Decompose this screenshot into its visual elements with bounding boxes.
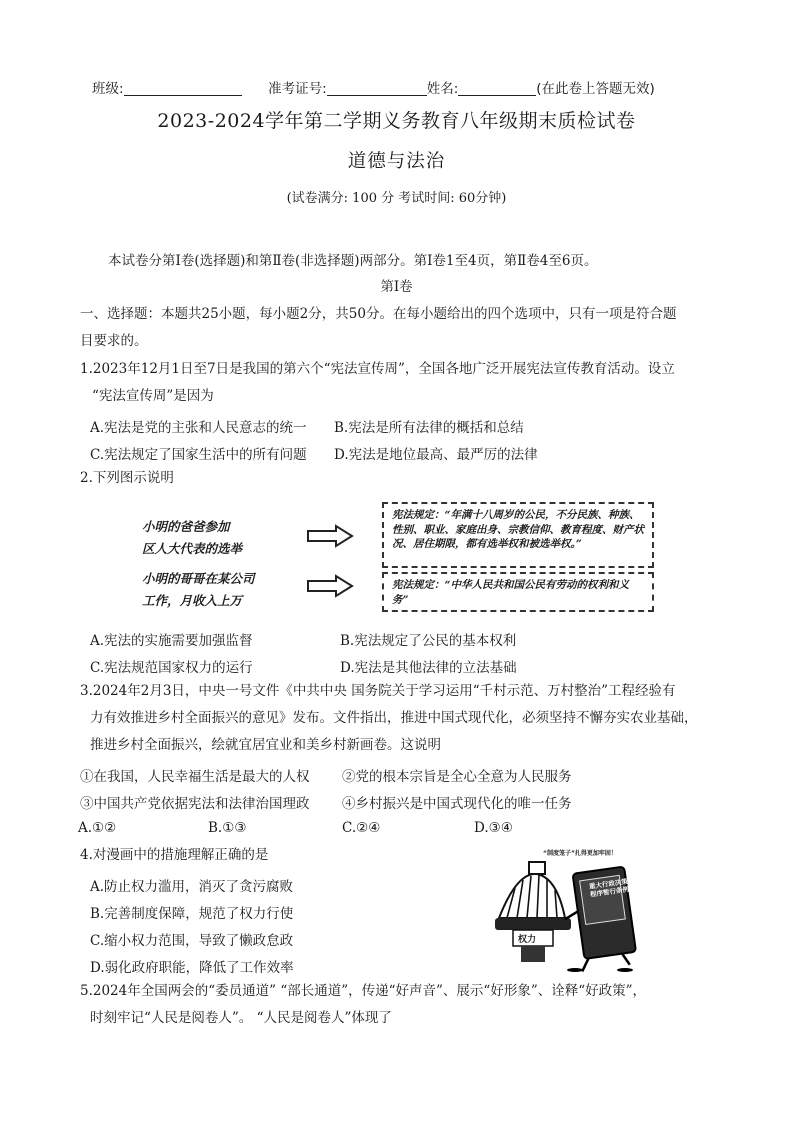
q3-option-c[interactable]: C.②④ xyxy=(342,820,381,836)
q3-line2: 力有效推进乡村全面振兴的意见》发布。文件指出，推进中国式现代化，必须坚持不懈夯实农业基础， xyxy=(90,710,698,726)
class-blank[interactable] xyxy=(124,81,242,96)
q3-statement-4: ④乡村振兴是中国式现代化的唯一任务 xyxy=(342,796,572,812)
diagram-left-2: 小明的哥哥在某公司 工作，月收入上万 xyxy=(142,571,255,608)
exam-info: (试卷满分: 100 分 考试时间: 60分钟) xyxy=(286,191,507,206)
q5-line1: 5.2024年全国两会的“委员通道” “部长通道”，传递“好声音”、展示“好形象”、诠释“好政策”， xyxy=(80,983,647,999)
exam-no-blank[interactable] xyxy=(327,81,427,96)
q2-option-c[interactable]: C.宪法规范国家权力的运行 xyxy=(90,660,253,676)
q3-statement-3: ③中国共产党依据宪法和法律治国理政 xyxy=(80,796,310,812)
q1-line1: 1.2023年12月1日至7日是我国的第六个“宪法宣传周”，全国各地广泛开展宪法宣传教育活动。设立 xyxy=(80,361,675,377)
volume-label: 第Ⅰ卷 xyxy=(380,279,413,295)
intro-text: 本试卷分第Ⅰ卷(选择题)和第Ⅱ卷(非选择题)两部分。第Ⅰ卷1至4页，第Ⅱ卷4至6页。 xyxy=(108,253,598,269)
q4-stem: 4.对漫画中的措施理解正确的是 xyxy=(80,847,269,863)
q4-option-c[interactable]: C.缩小权力范围，导致了懒政怠政 xyxy=(90,933,294,949)
student-info-line xyxy=(92,77,655,97)
arrow-right-icon xyxy=(306,524,354,548)
q1-line2: “宪法宣传周”是因为 xyxy=(92,388,214,404)
exam-no-label: 准考证号: xyxy=(268,81,327,97)
section1-line2: 目要求的。 xyxy=(80,333,148,349)
q2-option-b[interactable]: B.宪法规定了公民的基本权利 xyxy=(340,633,517,649)
q2-option-a[interactable]: A.宪法的实施需要加强监督 xyxy=(90,633,253,649)
q4-option-d[interactable]: D.弱化政府职能，降低了工作效率 xyxy=(90,960,294,976)
subject-title: 道德与法治 xyxy=(347,151,446,172)
q1-option-a[interactable]: A.宪法是党的主张和人民意志的统一 xyxy=(90,420,307,436)
q3-option-b[interactable]: B.①③ xyxy=(208,820,247,836)
q2-diagram xyxy=(80,498,700,616)
name-blank[interactable] xyxy=(458,81,536,96)
q3-option-a[interactable]: A.①② xyxy=(78,820,117,836)
arrow-right-icon xyxy=(306,574,354,598)
q1-option-b[interactable]: B.宪法是所有法律的概括和总结 xyxy=(334,420,524,436)
q3-line1: 3.2024年2月3日，中央一号文件《中共中央 国务院关于学习运用“千村示范、万村整治”工程经验有 xyxy=(80,683,676,699)
name-label: 姓名: xyxy=(426,81,459,97)
constitution-box-labor: 宪法规定：“中华人民共和国公民有劳动的权利和义务” xyxy=(382,572,654,612)
q3-line3: 推进乡村全面振兴，绘就宜居宜业和美乡村新画卷。这说明 xyxy=(90,737,441,753)
q2-option-d[interactable]: D.宪法是其他法律的立法基础 xyxy=(340,660,517,676)
q3-statement-2: ②党的根本宗旨是全心全意为人民服务 xyxy=(342,769,572,785)
cartoon-caption: “制度笼子”扎得更加牢固！ xyxy=(543,850,617,857)
q3-option-d[interactable]: D.③④ xyxy=(474,820,513,836)
q5-line2: 时刻牢记“人民是阅卷人”。 “人民是阅卷人”体现了 xyxy=(90,1010,392,1026)
section1-line1: 一、选择题：本题共25小题，每小题2分，共50分。在每小题给出的四个选项中，只有一项是符合题 xyxy=(80,306,677,322)
q3-statement-1: ①在我国，人民幸福生活是最大的人权 xyxy=(80,769,310,785)
cartoon-book-title: 重大行政决策程序暂行条例 xyxy=(588,877,630,899)
q1-option-c[interactable]: C.宪法规定了国家生活中的所有问题 xyxy=(90,447,307,463)
invalid-note: (在此卷上答题无效) xyxy=(536,81,655,97)
diagram-left-1: 小明的爸爸参加 区人大代表的选举 xyxy=(142,519,243,556)
q2-stem: 2.下列图示说明 xyxy=(80,470,174,486)
q4-option-a[interactable]: A.防止权力滥用，消灭了贪污腐败 xyxy=(90,879,294,895)
exam-title: 2023-2024学年第二学期义务教育八年级期末质检试卷 xyxy=(157,110,636,132)
q4-cartoon xyxy=(485,848,645,972)
q4-option-b[interactable]: B.完善制度保障，规范了权力行使 xyxy=(90,906,294,922)
cartoon-power-label: 权力 xyxy=(518,935,537,945)
cage-book-cartoon-icon xyxy=(485,848,645,972)
class-label: 班级: xyxy=(92,81,124,97)
q1-option-d[interactable]: D.宪法是地位最高、最严厉的法律 xyxy=(334,447,538,463)
constitution-box-election: 宪法规定：“年满十八周岁的公民，不分民族、种族、性别、职业、家庭出身、宗教信仰、教育程度、财产状况、居住期限，都有选举权和被选举权。” xyxy=(382,502,654,568)
